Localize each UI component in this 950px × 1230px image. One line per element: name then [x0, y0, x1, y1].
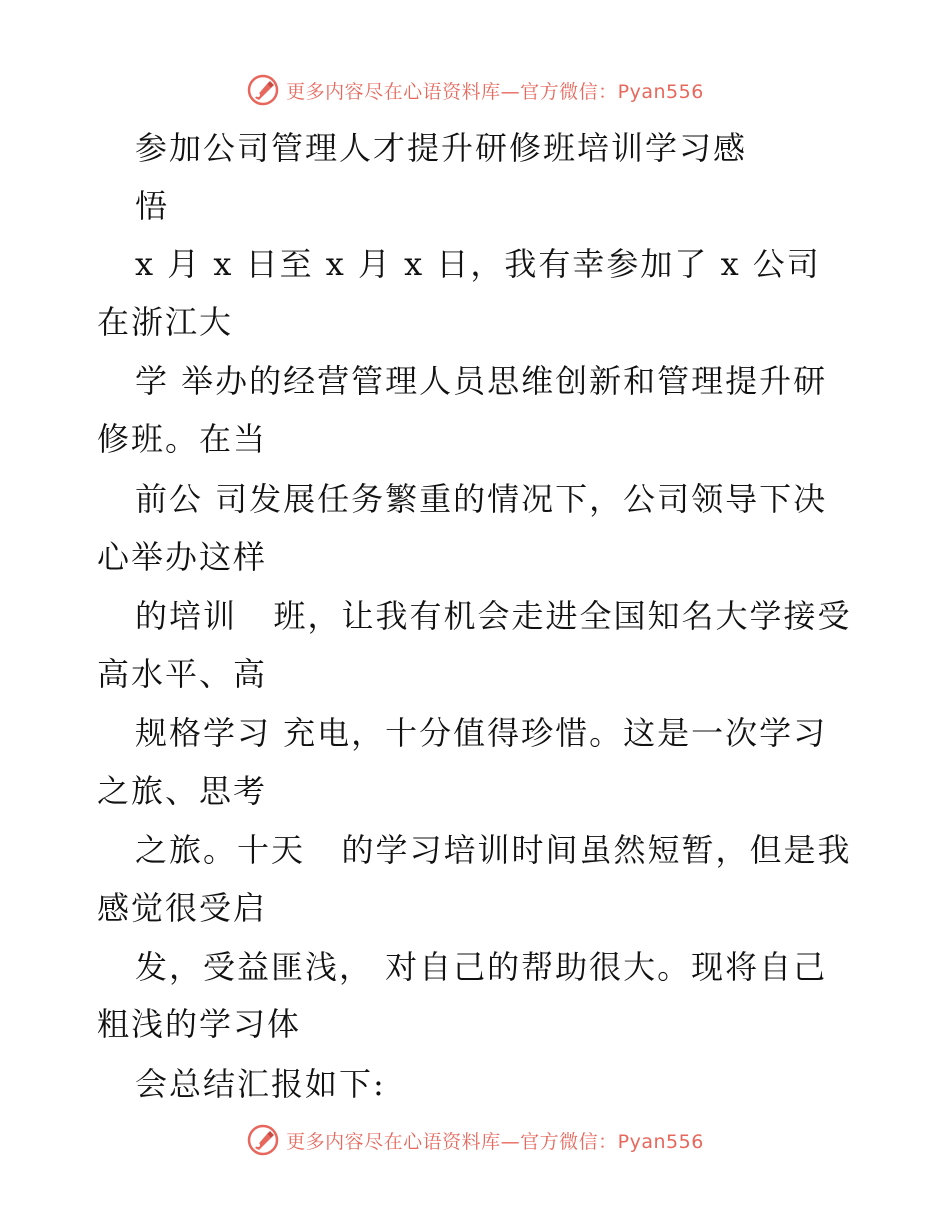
watermark-text: 更多内容尽在心语资料库—官方微信：Pyan556 [286, 80, 704, 103]
paragraph-line: 参加公司管理人才提升研修班培训学习感 [135, 129, 748, 167]
pen-logo-icon [246, 1123, 280, 1157]
paragraph-line: 规格学习 充电，十分值得珍惜。这是一次学习 [135, 714, 828, 752]
footer-watermark-banner [0, 1120, 950, 1160]
watermark-text: 更多内容尽在心语资料库—官方微信：Pyan556 [286, 1130, 704, 1153]
paragraph-line: 修班。在当 [97, 420, 268, 458]
pen-logo-icon [246, 73, 280, 107]
header-watermark-banner [0, 70, 950, 110]
paragraph-line: 发，受益匪浅， 对自己的帮助很大。现将自己 [135, 948, 828, 986]
paragraph-line: 心举办这样 [97, 538, 268, 576]
paragraph-line: 的培训 班，让我有机会走进全国知名大学接受 [135, 597, 852, 635]
paragraph-line: 之旅、思考 [97, 772, 268, 810]
paragraph-line: 前公 司发展任务繁重的情况下，公司领导下决 [135, 480, 828, 518]
paragraph-line: 高水平、高 [97, 655, 268, 693]
paragraph-line: 粗浅的学习体 [97, 1005, 302, 1043]
paragraph-line: x 月 x 日至 x 月 x 日，我有幸参加了 x 公司 [135, 245, 821, 283]
paragraph-line: 在浙江大 [97, 303, 234, 341]
paragraph-line: 悟 [135, 187, 170, 225]
paragraph-line: 感觉很受启 [97, 889, 268, 927]
paragraph-line: 会总结汇报如下: [135, 1065, 386, 1103]
paragraph-line: 学 举办的经营管理人员思维创新和管理提升研 [135, 362, 828, 400]
paragraph-line: 之旅。十天 的学习培训时间虽然短暂，但是我 [135, 831, 852, 869]
